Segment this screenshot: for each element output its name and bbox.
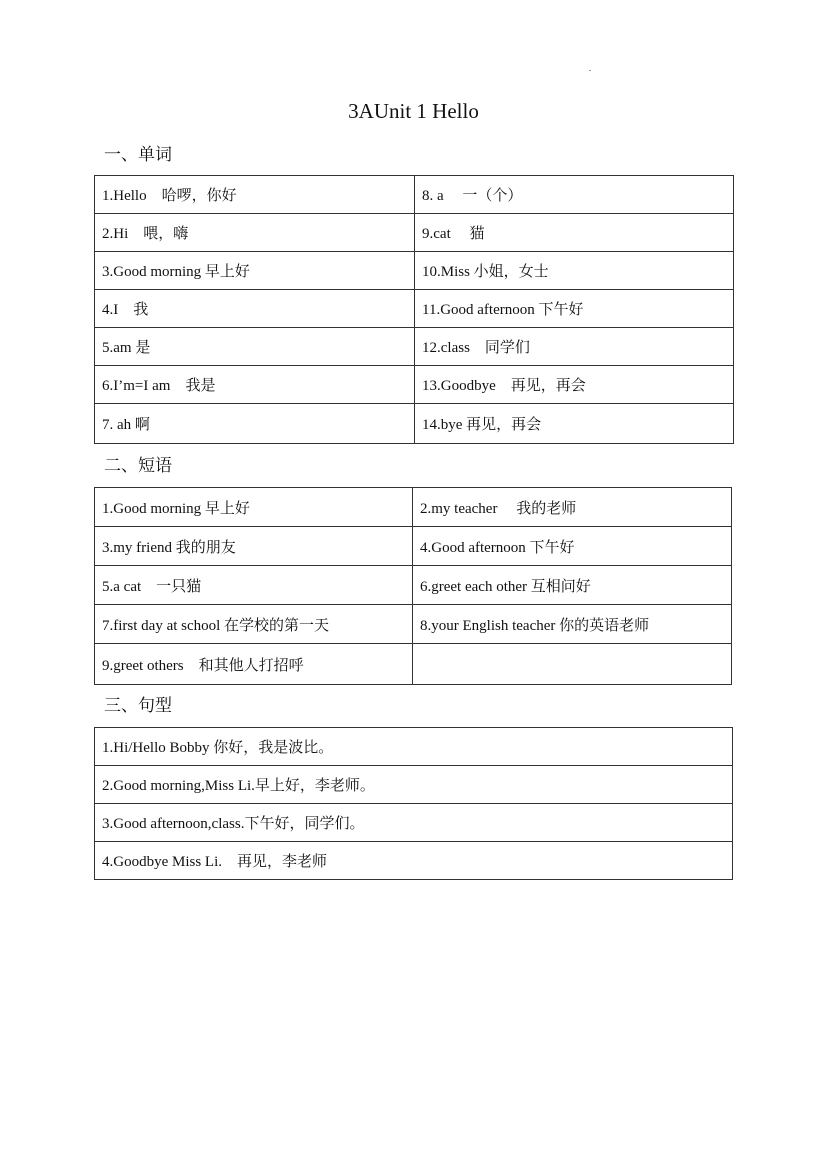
vocab-table <box>94 175 734 444</box>
table-cell: 1.Hello 哈啰，你好 <box>95 176 415 214</box>
table-cell: 7. ah 啊 <box>95 404 415 444</box>
table-cell: 1.Good morning 早上好 <box>95 488 413 527</box>
table-row <box>95 366 734 404</box>
table-row <box>95 176 734 214</box>
stray-mark <box>589 70 591 71</box>
table-row <box>95 804 733 842</box>
table-cell: 12.class 同学们 <box>415 328 734 366</box>
table-cell: 10.Miss 小姐，女士 <box>415 252 734 290</box>
table-row <box>95 842 733 880</box>
sentence-table-body <box>95 728 733 880</box>
table-cell: 7.first day at school 在学校的第一天 <box>95 605 413 644</box>
table-row <box>95 404 734 444</box>
phrase-table-body <box>95 488 732 685</box>
table-row <box>95 566 732 605</box>
section-heading-sentences: 三、句型 <box>104 696 172 716</box>
table-row <box>95 644 732 685</box>
section-heading-vocab: 一、单词 <box>104 145 172 165</box>
table-row <box>95 605 732 644</box>
table-cell: 8. a 一（个） <box>415 176 734 214</box>
table-row <box>95 252 734 290</box>
table-cell: 4.Goodbye Miss Li. 再见，李老师 <box>95 842 733 880</box>
table-cell: 3.Good afternoon,class.下午好，同学们。 <box>95 804 733 842</box>
table-cell: 6.I’m=I am 我是 <box>95 366 415 404</box>
table-row <box>95 214 734 252</box>
table-cell: 6.greet each other 互相问好 <box>413 566 732 605</box>
table-row <box>95 488 732 527</box>
table-cell: 2.my teacher 我的老师 <box>413 488 732 527</box>
table-cell: 9.greet others 和其他人打招呼 <box>95 644 413 685</box>
table-cell: 2.Good morning,Miss Li.早上好，李老师。 <box>95 766 733 804</box>
table-cell: 3.my friend 我的朋友 <box>95 527 413 566</box>
phrase-table <box>94 487 732 685</box>
table-cell: 5.am 是 <box>95 328 415 366</box>
table-cell: 4.Good afternoon 下午好 <box>413 527 732 566</box>
table-cell: 2.Hi 喂，嗨 <box>95 214 415 252</box>
table-row <box>95 290 734 328</box>
table-cell-empty <box>413 644 732 685</box>
table-cell: 14.bye 再见，再会 <box>415 404 734 444</box>
table-row <box>95 328 734 366</box>
table-row <box>95 728 733 766</box>
table-cell: 4.I 我 <box>95 290 415 328</box>
table-cell: 11.Good afternoon 下午好 <box>415 290 734 328</box>
section-heading-phrases: 二、短语 <box>104 456 172 476</box>
sentence-table <box>94 727 733 880</box>
table-cell: 9.cat 猫 <box>415 214 734 252</box>
table-cell: 3.Good morning 早上好 <box>95 252 415 290</box>
table-cell: 5.a cat 一只猫 <box>95 566 413 605</box>
vocab-table-body <box>95 176 734 444</box>
table-cell: 8.your English teacher 你的英语老师 <box>413 605 732 644</box>
table-row <box>95 527 732 566</box>
table-row <box>95 766 733 804</box>
table-cell: 1.Hi/Hello Bobby 你好，我是波比。 <box>95 728 733 766</box>
page-title: 3AUnit 1 Hello <box>348 99 479 123</box>
table-cell: 13.Goodbye 再见，再会 <box>415 366 734 404</box>
